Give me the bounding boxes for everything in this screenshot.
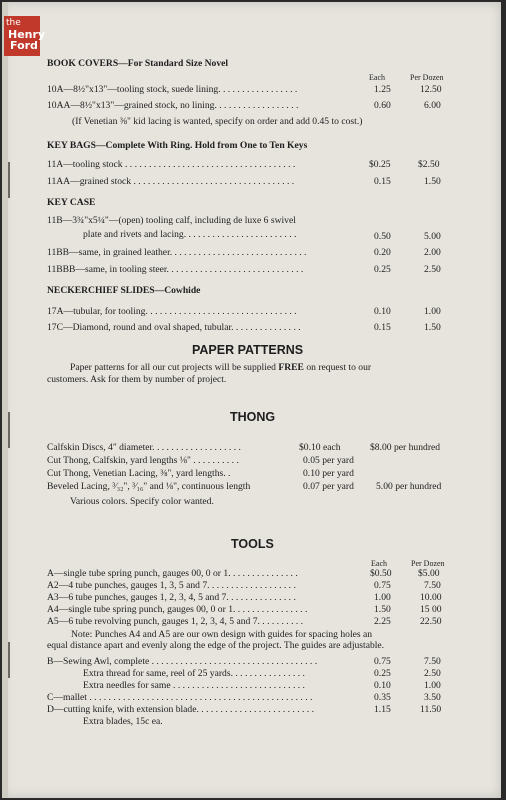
item-price: 0.05 per yard xyxy=(303,455,354,466)
item-price-dozen: 5.00 xyxy=(424,231,441,242)
item-desc: A2—4 tube punches, gauges 1, 3, 5 and 7. . . . . . . . . . . . . . . . . . . xyxy=(47,580,296,591)
column-header-per-dozen: Per Dozen xyxy=(411,559,445,568)
column-header-each: Each xyxy=(371,559,387,568)
section-heading-neckerchief: NECKERCHIEF SLIDES—Cowhide xyxy=(47,285,201,296)
item-desc: A—single tube spring punch, gauges 00, 0 or 1. . . . . . . . . . . . . . . xyxy=(47,568,298,579)
column-header-per-dozen: Per Dozen xyxy=(410,73,444,82)
item-price-dozen: 11.50 xyxy=(420,704,442,715)
item-desc: Cut Thong, Calfskin, yard lengths ⅛" . . . . . . . . . . xyxy=(47,455,239,466)
item-desc: 11AA—grained stock . . . . . . . . . . . . . . . . . . . . . . . . . . . . . . . . . . xyxy=(47,176,295,187)
logo-text-henry: Henry xyxy=(8,28,46,41)
binding-hole xyxy=(8,162,10,198)
item-desc: 11BB—same, in grained leather. . . . . . . . . . . . . . . . . . . . . . . . . . . . . xyxy=(47,247,307,258)
item-price-dozen: $5.00 xyxy=(418,568,440,579)
item-desc: 11BBB—same, in tooling steer. . . . . . . . . . . . . . . . . . . . . . . . . . . . . xyxy=(47,264,304,275)
binding-hole xyxy=(8,412,10,448)
item-price-each: 0.10 xyxy=(374,306,391,317)
item-price-each: 1.15 xyxy=(374,704,391,715)
item-price-dozen: 22.50 xyxy=(420,616,442,627)
section-heading-key-bags: KEY BAGS—Complete With Ring. Hold from One to Ten Keys xyxy=(47,140,308,151)
item-price-each: 0.15 xyxy=(374,176,391,187)
item-price-each: 0.60 xyxy=(374,100,391,111)
paper-patterns-text-line2: customers. Ask for them by number of project. xyxy=(47,374,227,385)
item-price-dozen: 15 00 xyxy=(420,604,442,615)
item-price-each: 1.25 xyxy=(374,84,391,95)
paper-patterns-text-b: on request to our xyxy=(303,362,372,373)
item-desc: Cut Thong, Venetian Lacing, ⅜", yard lengths. . xyxy=(47,468,231,479)
item-price-each: 0.25 xyxy=(374,668,391,679)
item-desc: B—Sewing Awl, complete . . . . . . . . . . . . . . . . . . . . . . . . . . . . . . . . . . . xyxy=(47,656,318,667)
item-price-dozen: 1.50 xyxy=(424,322,441,333)
item-desc: 11A—tooling stock . . . . . . . . . . . . . . . . . . . . . . . . . . . . . . . . . . . . xyxy=(47,159,296,170)
item-price-dozen: 1.00 xyxy=(424,306,441,317)
item-desc: A3—6 tube punches, gauges 1, 2, 3, 4, 5 and 7. . . . . . . . . . . . . . . xyxy=(47,592,296,603)
item-desc: Beveled Lacing, ³⁄₃₂", ³⁄₁₆" and ⅛", continuous length xyxy=(47,481,251,492)
item-desc: Extra thread for same, reel of 25 yards. . . . . . . . . . . . . . . . xyxy=(83,668,305,679)
section-note: (If Venetian ⅜" kid lacing is wanted, specify on order and add 0.45 to cost.) xyxy=(72,116,363,127)
item-price-dozen: 2.00 xyxy=(424,247,441,258)
logo-text-the: the xyxy=(6,18,21,28)
tools-note: Note: Punches A4 and A5 are our own design with guides for spacing holes an xyxy=(71,629,373,640)
item-price-each: 0.15 xyxy=(374,322,391,333)
item-desc: A4—single tube spring punch, gauges 00, 0 or 1. . . . . . . . . . . . . . . . xyxy=(47,604,308,615)
item-price-each: 0.50 xyxy=(374,231,391,242)
section-heading-book-covers: BOOK COVERS—For Standard Size Novel xyxy=(47,58,229,69)
item-price-dozen: $2.50 xyxy=(418,159,440,170)
item-desc: 11B—3¾"x5¼"—(open) tooling calf, including de luxe 6 swivel xyxy=(47,215,296,226)
item-desc-continued: plate and rivets and lacing. . . . . . . . . . . . . . . . . . . . . . . . xyxy=(83,229,297,240)
extra-blades-note: Extra blades, 15c ea. xyxy=(83,716,163,727)
item-price-each: 1.00 xyxy=(374,592,391,603)
item-price-dozen: 2.50 xyxy=(424,264,441,275)
item-price-each: 0.25 xyxy=(374,264,391,275)
item-price-dozen: 2.50 xyxy=(424,668,441,679)
item-desc: D—cutting knife, with extension blade. . . . . . . . . . . . . . . . . . . . . . . . . xyxy=(47,704,314,715)
item-price: 0.07 per yard xyxy=(303,481,354,492)
page-binding-edge xyxy=(2,2,8,798)
item-desc: 10A—8½"x13"—tooling stock, suede lining. . . . . . . . . . . . . . . . . xyxy=(47,84,298,95)
item-price-dozen: 10.00 xyxy=(420,592,442,603)
item-price-each: 2.25 xyxy=(374,616,391,627)
section-heading-key-case: KEY CASE xyxy=(47,197,96,208)
item-price-each: $0.25 xyxy=(369,159,391,170)
item-desc: 17A—tubular, for tooling. . . . . . . . . . . . . . . . . . . . . . . . . . . . . . . . xyxy=(47,306,297,317)
item-price-dozen: 7.50 xyxy=(424,656,441,667)
item-desc: 17C—Diamond, round and oval shaped, tubular. . . . . . . . . . . . . . . xyxy=(47,322,301,333)
item-price-dozen: 6.00 xyxy=(424,100,441,111)
free-emphasis: FREE xyxy=(278,362,304,373)
item-price-each: 0.75 xyxy=(374,656,391,667)
item-price-each: 1.50 xyxy=(374,604,391,615)
item-price-extra: 5.00 per hundred xyxy=(376,481,442,492)
column-header-each: Each xyxy=(369,73,385,82)
henry-ford-logo xyxy=(4,16,46,56)
item-desc: Calfskin Discs, 4" diameter. . . . . . . . . . . . . . . . . . . xyxy=(47,442,241,453)
paper-patterns-text xyxy=(70,362,371,374)
item-price-dozen: 12.50 xyxy=(420,84,442,95)
item-price-each: 0.35 xyxy=(374,692,391,703)
item-price-each: 0.75 xyxy=(374,580,391,591)
item-desc: 10AA—8½"x13"—grained stock, no lining. . . . . . . . . . . . . . . . . . xyxy=(47,100,299,111)
item-price: 0.10 per yard xyxy=(303,468,354,479)
item-desc: Extra needles for same . . . . . . . . . . . . . . . . . . . . . . . . . . . . xyxy=(83,680,305,691)
catalog-page xyxy=(2,2,501,798)
section-heading-tools: TOOLS xyxy=(231,537,274,551)
item-price-dozen: 1.00 xyxy=(424,680,441,691)
item-price-extra: $8.00 per hundred xyxy=(370,442,441,453)
item-price: $0.10 each xyxy=(299,442,341,453)
item-desc: A5—6 tube revolving punch, gauges 1, 2, 3, 4, 5 and 7. . . . . . . . . . xyxy=(47,616,304,627)
item-price-each: 0.10 xyxy=(374,680,391,691)
item-desc: C—mallet . . . . . . . . . . . . . . . . . . . . . . . . . . . . . . . . . . . . . . . . . . . . . . . xyxy=(47,692,313,703)
item-price-each: $0.50 xyxy=(370,568,392,579)
section-heading-paper-patterns: PAPER PATTERNS xyxy=(192,343,304,357)
binding-hole xyxy=(8,642,10,678)
item-price-dozen: 7.50 xyxy=(424,580,441,591)
thong-note: Various colors. Specify color wanted. xyxy=(70,496,214,507)
section-heading-thong: THONG xyxy=(230,410,276,424)
item-price-dozen: 1.50 xyxy=(424,176,441,187)
tools-note-line2: equal distance apart and evenly along the edge of the project. The guides are adjustable. xyxy=(47,640,385,651)
paper-patterns-text-a: Paper patterns for all our cut projects will be supplied xyxy=(70,362,279,373)
logo-text-ford: Ford xyxy=(10,39,38,52)
item-price-each: 0.20 xyxy=(374,247,391,258)
item-price-dozen: 3.50 xyxy=(424,692,441,703)
